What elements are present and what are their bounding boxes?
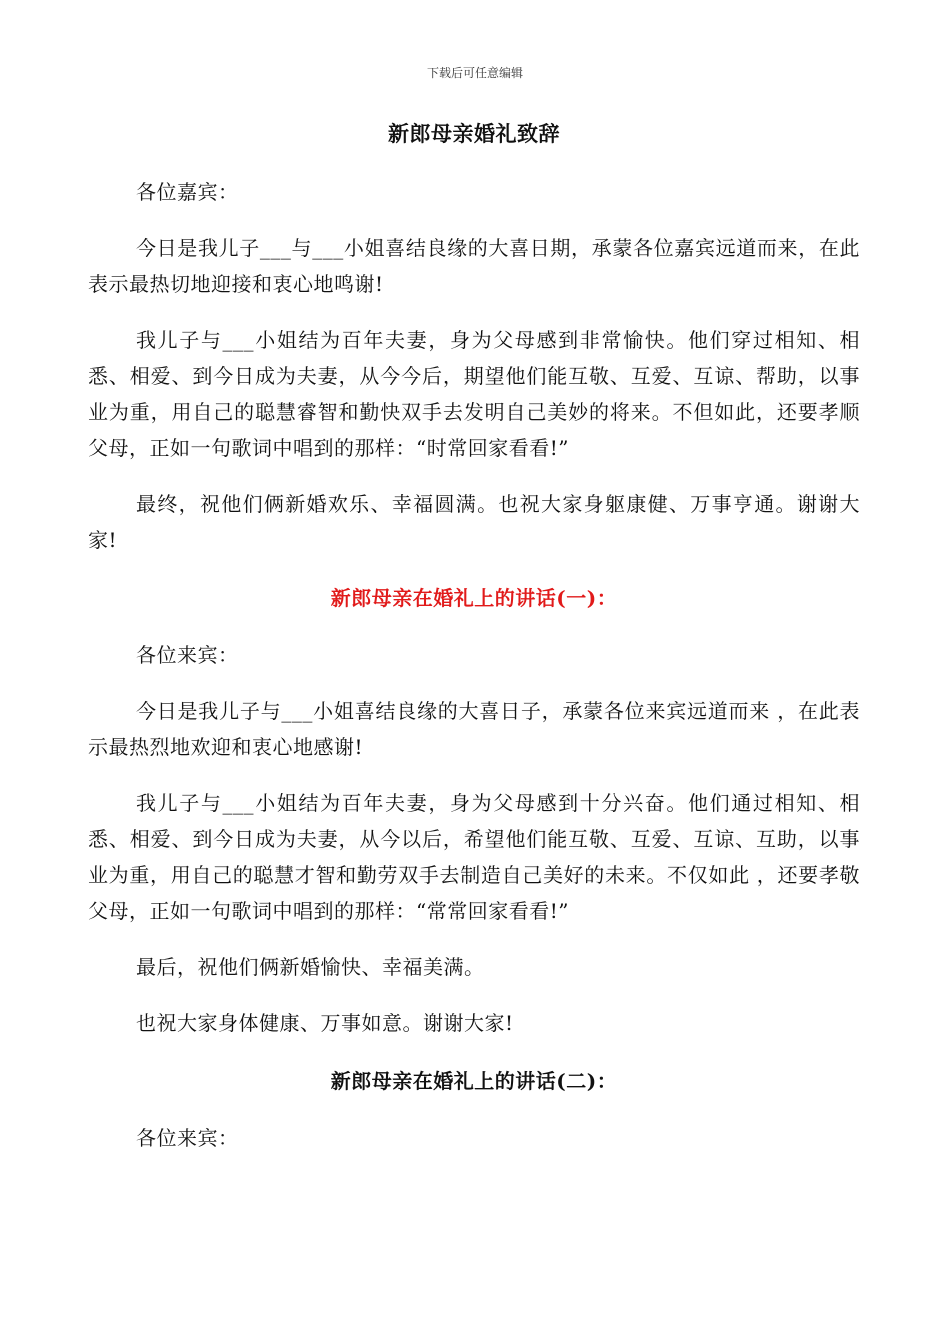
paragraph: 我儿子与___小姐结为百年夫妻，身为父母感到非常愉快。他们穿过相知、相悉、相爱、到今日成为夫妻，从今今后，期望他们能互敬、互爱、互谅、帮助，以事业为重，用自己的聪慧睿智和勤快双手去发明自己美妙的将来。不但如此，还要孝顺父母，正如一句歌词中唱到的那样：“时常回家看看!”	[88, 328, 860, 460]
paragraph: 最后，祝他们俩新婚愉快、幸福美满。	[136, 955, 485, 979]
paragraph: 今日是我儿子___与___小姐喜结良缘的大喜日期，承蒙各位嘉宾远道而来，在此表示最热切地迎接和衷心地鸣谢!	[88, 236, 860, 296]
document-body	[88, 118, 860, 1176]
paragraph: 我儿子与___小姐结为百年夫妻，身为父母感到十分兴奋。他们通过相知、相悉、相爱、到今日成为夫妻，从今以后，希望他们能互敬、互爱、互谅、互助，以事业为重，用自己的聪慧才智和勤劳双手去制造自己美好的未来。不仅如此 ，还要孝敬父母，正如一句歌词中唱到的那样：“常常回家看看!”	[88, 791, 860, 923]
greeting-main: 各位嘉宾：	[136, 180, 239, 204]
section-heading-1: 新郎母亲在婚礼上的讲话(一)：	[330, 586, 618, 610]
paragraph: 今日是我儿子与___小姐喜结良缘的大喜日子，承蒙各位来宾远道而来 ，在此表示最热烈地欢迎和衷心地感谢!	[88, 699, 860, 759]
paragraph: 最终，祝他们俩新婚欢乐、幸福圆满。也祝大家身躯康健、万事亨通。谢谢大家!	[88, 492, 860, 552]
document-title: 新郎母亲婚礼致辞	[388, 121, 560, 146]
section-heading-2: 新郎母亲在婚礼上的讲话(二)：	[330, 1069, 618, 1093]
paragraph: 也祝大家身体健康、万事如意。谢谢大家!	[136, 1011, 514, 1035]
page-header-note: 下载后可任意编辑	[426, 66, 523, 80]
greeting-section-1: 各位来宾：	[136, 643, 239, 667]
greeting-section-2: 各位来宾：	[136, 1126, 239, 1150]
